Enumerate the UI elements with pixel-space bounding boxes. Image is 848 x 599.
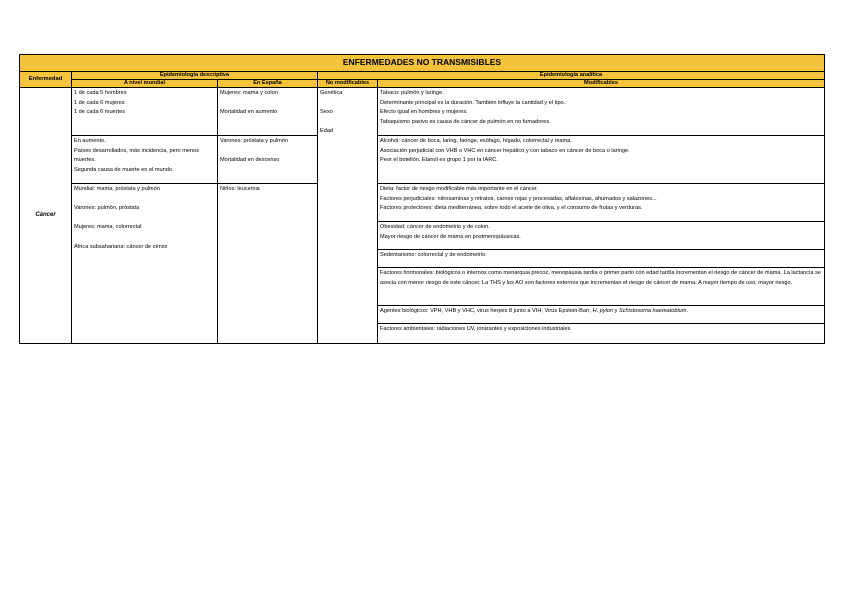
text-line: Mayor riesgo de cáncer de mama en postmenopáusicas. bbox=[380, 233, 521, 240]
text-line: Países desarrollados, más incidencia, pero menos muertes. bbox=[74, 147, 199, 164]
header-enfermedad: Enfermedad bbox=[20, 72, 72, 88]
espana-block-1 bbox=[218, 88, 318, 136]
header-nivel-mundial: A nivel mundial bbox=[72, 80, 218, 88]
mundial-block-3 bbox=[72, 184, 218, 344]
text-line: Mortalidad en descenso bbox=[220, 157, 280, 164]
text-line: Tabaquismo pasivo es causa de cáncer de pulmón en no fumadores. bbox=[380, 118, 551, 125]
modificable-sedentarismo bbox=[378, 250, 825, 268]
text-line: 1 de cada 6 muertes bbox=[74, 109, 125, 116]
spreadsheet-sheet bbox=[19, 54, 824, 344]
header-espana: En España bbox=[218, 80, 318, 88]
text-line: Factores ambientales: radiaciones UV, ionizantes y exposiciones industriales bbox=[380, 326, 571, 332]
modificable-hormonales bbox=[378, 268, 825, 306]
modificable-dieta bbox=[378, 184, 825, 222]
text-line: Obesidad: cáncer de endometrio y de colon. bbox=[380, 224, 490, 230]
text-line: Factores hormonales: biológicos o internos como menarquia precoz, menopausia tardía o primer parto con edad tardía incrementan el riesgo de cáncer de mama. La lactancia se asocia con menor riesgo de este cáncer. La THS y los AO son factores externos que incrementan el riesgo de cáncer de mama. A mayor tiempo de uso, mayor riesgo. bbox=[380, 270, 821, 286]
text-segment: Agentes biológicos: VPH, VHB y VHC, virus herpes 8 junto a VIH, Virus Epstein-Barr, bbox=[380, 308, 593, 314]
text-line: África subsahariana: cáncer de cérvix bbox=[74, 243, 168, 250]
text-line: Niños: leucemia bbox=[220, 186, 260, 192]
mundial-block-1 bbox=[72, 88, 218, 136]
header-descriptiva: Epidemiología descriptiva bbox=[72, 72, 318, 80]
mundial-block-2 bbox=[72, 136, 218, 184]
espana-block-2 bbox=[218, 136, 318, 184]
no-modificables-cell bbox=[318, 88, 378, 344]
text-line: Efecto igual en hombres y mujeres. bbox=[380, 109, 468, 116]
espana-block-3 bbox=[218, 184, 318, 344]
text-line: Segunda causa de muerte en el mundo. bbox=[74, 166, 174, 173]
text-line: Dieta: factor de riesgo modificable más importante en el cáncer. bbox=[380, 186, 538, 192]
text-line: Mortalidad en aumento bbox=[220, 109, 278, 116]
text-segment: . bbox=[686, 308, 689, 314]
text-segment-italic: H. pylori bbox=[592, 308, 614, 314]
text-line: Asociación perjudicial con VHB o VHC en cáncer hepático y con tabaco en cáncer de boca o laringe. bbox=[380, 147, 630, 154]
text-line: Sedentarismo: colorrectal y de endometrio. bbox=[380, 252, 487, 258]
text-line: Mujeres: mama, colorrectal bbox=[74, 224, 142, 231]
header-modificables: Modificables bbox=[378, 80, 825, 88]
modificable-alcohol bbox=[378, 136, 825, 184]
text-line: Sexo bbox=[320, 109, 333, 116]
text-line: Mundial: mama, próstata y pulmón bbox=[74, 186, 160, 192]
text-line bbox=[380, 307, 822, 317]
text-line: Peor el botellón. Etanol es grupo 1 por la IARC. bbox=[380, 157, 498, 164]
table-title: ENFERMEDADES NO TRANSMISIBLES bbox=[20, 55, 825, 72]
disease-cell: Cáncer bbox=[20, 88, 72, 344]
text-line: En aumento. bbox=[74, 138, 106, 144]
text-line: Mujeres: mama y colon bbox=[220, 90, 278, 96]
text-segment-italic: Schistosoma haematobium bbox=[618, 308, 687, 314]
text-line: Genética bbox=[320, 90, 343, 96]
text-line: Tabaco: pulmón y laringe. bbox=[380, 90, 444, 96]
text-line: Varones: próstata y pulmón bbox=[220, 138, 288, 144]
enfermedades-table bbox=[19, 54, 825, 344]
text-line: Determinante principal es la duración. También influye la cantidad y el tipo. bbox=[380, 99, 566, 106]
header-no-modificables: No modificables bbox=[318, 80, 378, 88]
text-line: Factores perjudiciales: nitrosaminas y nitratos, carnes rojas y procesadas, aflatoxinas, ahumados y salazones... bbox=[380, 195, 657, 202]
text-line: Edad bbox=[320, 128, 334, 135]
text-line: Alcohol: cáncer de boca, laring, faringe, esófago, hígado, colorrectal y mama. bbox=[380, 138, 572, 144]
text-line: 1 de cada 5 hombres bbox=[74, 90, 127, 96]
text-line: Varones: pulmón, próstata bbox=[74, 205, 140, 212]
modificable-biologicos bbox=[378, 306, 825, 324]
text-line: Factores protectores: dieta mediterránea, sobre todo el aceite de oliva, y el consumo de frutas y verduras. bbox=[380, 205, 643, 212]
modificable-tabaco bbox=[378, 88, 825, 136]
text-line: 1 de cada 6 mujeres bbox=[74, 99, 125, 106]
header-analitica: Epidemiología analítica bbox=[318, 72, 825, 80]
modificable-ambientales bbox=[378, 324, 825, 344]
modificable-obesidad bbox=[378, 222, 825, 250]
text-segment: y bbox=[613, 308, 619, 314]
